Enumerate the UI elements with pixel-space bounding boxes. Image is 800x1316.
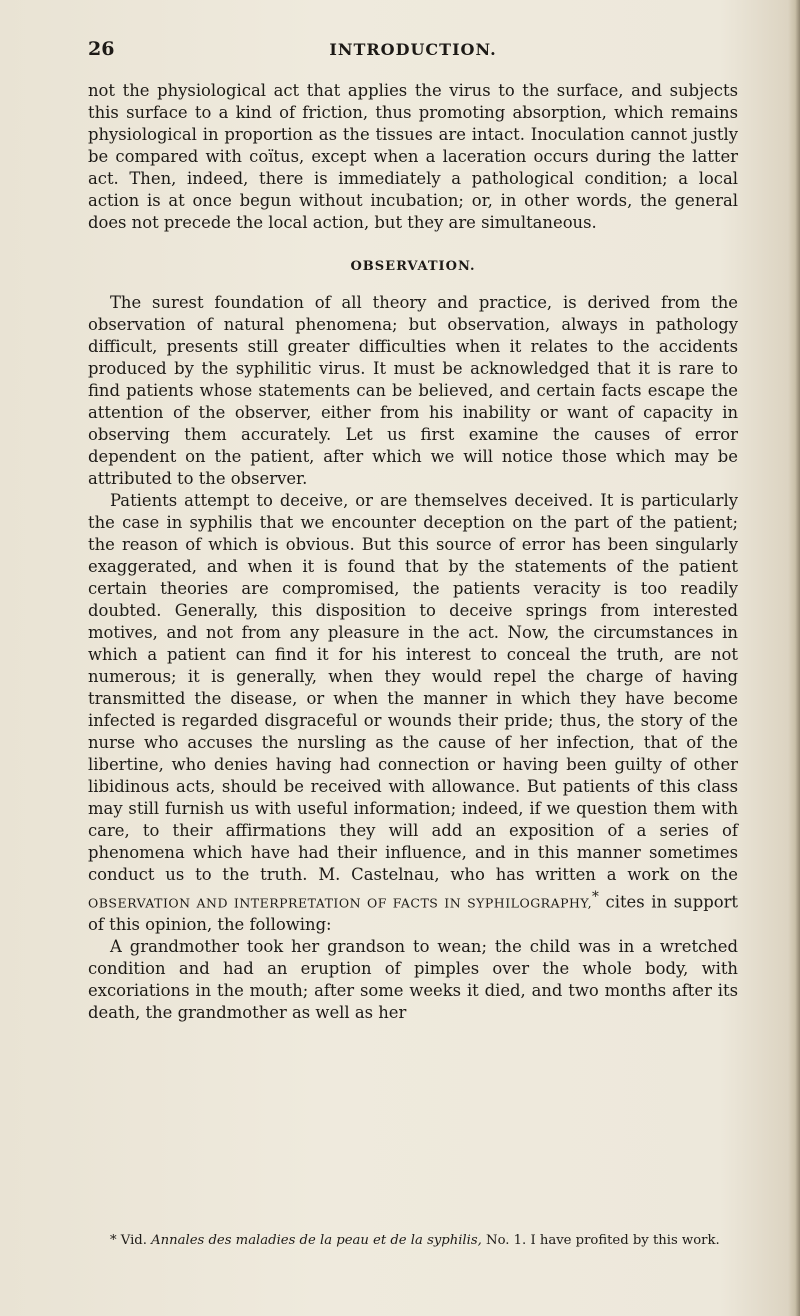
page-number: 26 [88, 38, 115, 60]
footnote-journal: Annales des maladies de la peau et de la syphilis, [151, 1233, 482, 1248]
paragraph: A grandmother took her grandson to wean; the child was in a wretched condition and had an eruption of pimples over the whole body, with excoriations in the mouth; after some weeks it died, and two months after its death, the grandmother as well as her [88, 937, 738, 1023]
paragraph-continued: not the physiological act that applies the virus to the surface, and subjects this surface to a kind of friction, thus promoting absorption, which remains physiological in proportion as the tissues are intact. Inoculation cannot justly be compared with coïtus, except when a laceration occurs during the latter act. Then, indeed, there is immediately a pathological condition; a local action is at once begun without incubation; or, in other words, the general does not precede the local action, but they are simultaneous. [88, 81, 738, 232]
section-heading: OBSERVATION. [350, 259, 476, 274]
footnote [88, 1232, 738, 1250]
footnote-text [88, 1232, 738, 1250]
footnote-prefix: Vid. [116, 1233, 152, 1248]
body-text [88, 80, 738, 1024]
running-head: INTRODUCTION. [329, 40, 497, 59]
footnote-marker: * [110, 1233, 117, 1248]
paragraph-text: cites in support of this opinion, the following: [88, 892, 738, 935]
paragraph-text: Patients attempt to deceive, or are themselves deceived. It is particularly the case in syphilis that we encounter deception on the part of the patient; the reason of which is obvious. But this source of error has been singularly exaggerated, and when it is found that by the statements of the patient certain theories are compromised, the patients veracity is too readily doubted. Generally, this disposition to deceive springs from interested motives, and not from any pleasure in the act. Now, the circumstances in which a patient can find it for his interest to conceal the truth, are not numerous; it is generally, when they would repel the charge of having transmitted the disease, or when the manner in which they have become infected is regarded disgraceful or wounds their pride; thus, the story of the nurse who accuses the nursling as the cause of her infection, that of the libertine, who denies having had connection or having been guilty of other libidinous acts, should be received with allowance. But patients of this class may still furnish us with useful information; indeed, if we question them with care, to their affirmations they will add an exposition of a series of phenomena which have had their influence, and in this manner sometimes conduct us to the truth. M. Castelnau, who has written a work on the [88, 491, 738, 884]
work-title-smallcaps: OBSERVATION AND INTERPRETATION OF FACTS IN SYPHILOGRAPHY, [88, 895, 593, 911]
paragraph: The surest foundation of all theory and practice, is derived from the observation of natural phenomena; but observation, always in pathology difficult, presents still greater difficulties when it relates to the accidents produced by the syphilitic virus. It must be acknowledged that it is rare to find patients whose statements can be believed, and certain facts escape the attention of the observer, either from his inability or want of capacity in observing them accurately. Let us first examine the causes of error dependent on the patient, after which we will notice those which may be attributed to the observer. [88, 293, 738, 488]
page-header [88, 38, 738, 68]
footnote-marker: * [592, 889, 599, 905]
page-edge-shadow [788, 0, 800, 1316]
footnote-suffix: No. 1. I have profited by this work. [481, 1233, 720, 1248]
paragraph [88, 490, 738, 936]
